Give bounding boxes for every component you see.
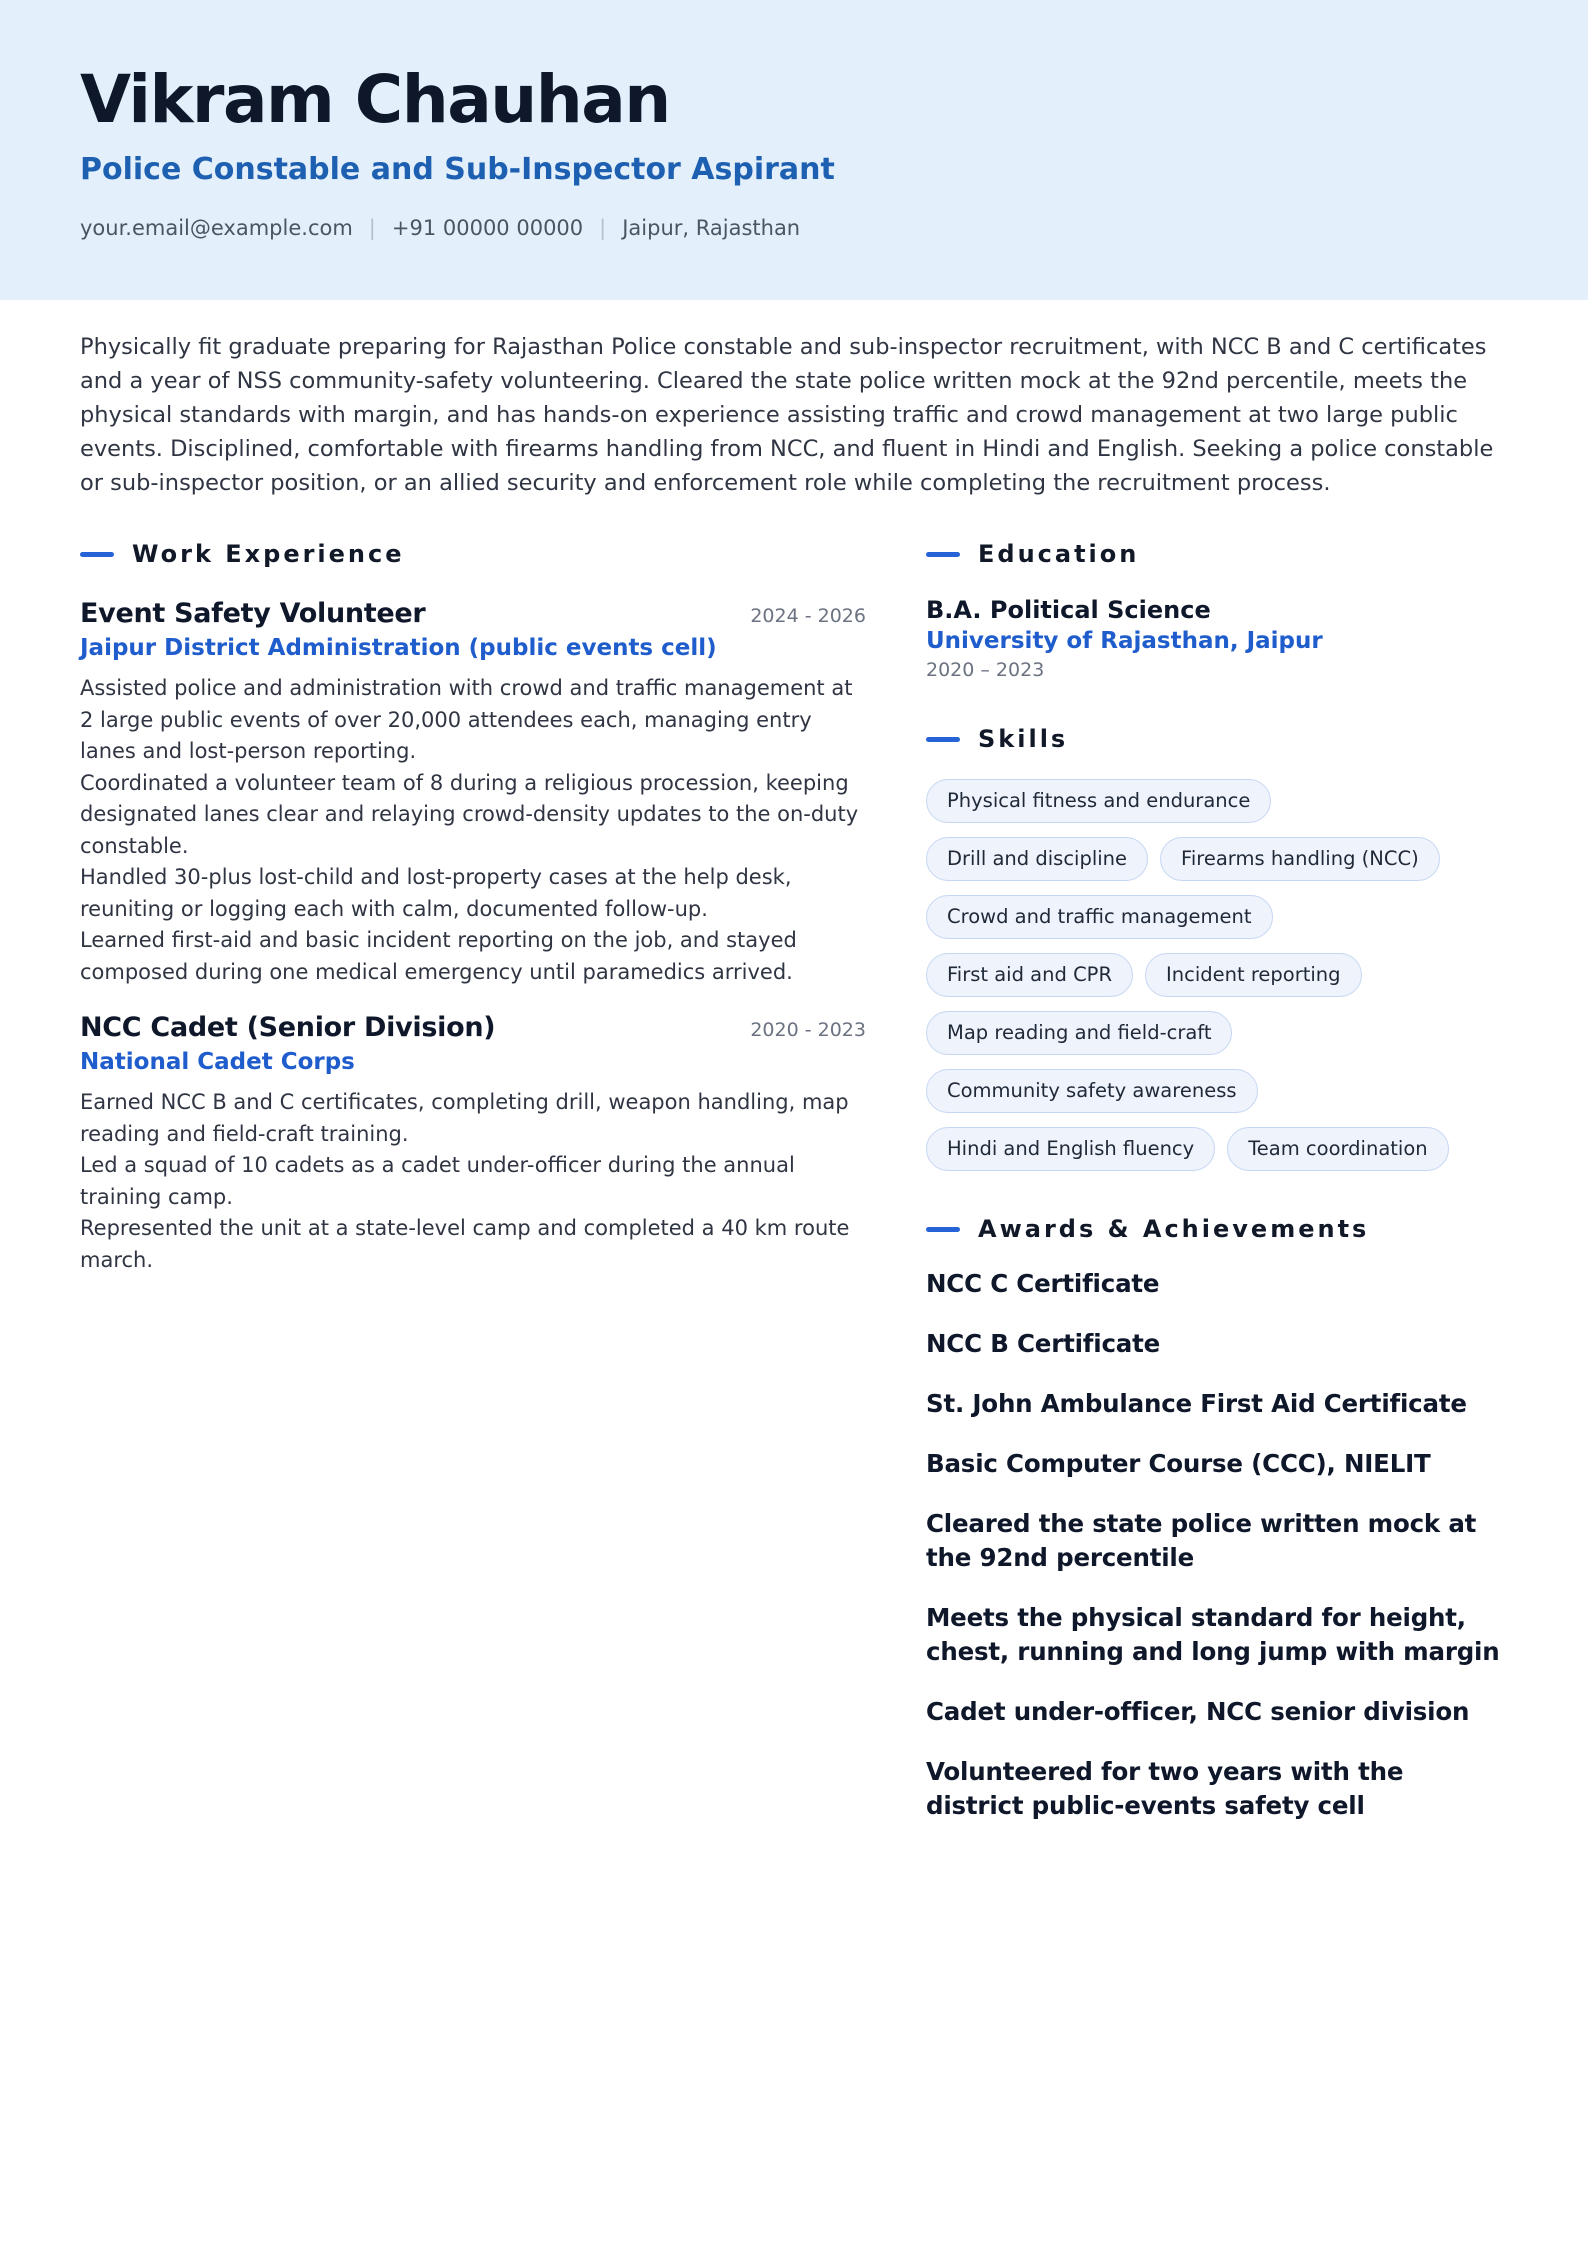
section-title: Education — [978, 540, 1140, 568]
resume-header — [0, 0, 1588, 300]
job-line: Handled 30-plus lost-child and lost-property cases at the help desk, reuniting or logging each with calm, documented follow-up. — [80, 865, 792, 921]
contact-email[interactable]: your.email@example.com — [80, 216, 353, 240]
contact-separator: | — [599, 216, 607, 240]
skills-section — [926, 721, 1508, 1171]
education-entry — [926, 596, 1508, 681]
award-item: Cleared the state police written mock at the 92nd percentile — [926, 1509, 1477, 1572]
left-column — [80, 536, 866, 1849]
award-item: Meets the physical standard for height, chest, running and long jump with margin — [926, 1603, 1500, 1666]
job-description — [80, 1087, 866, 1276]
job-line: Coordinated a volunteer team of 8 during a religious procession, keeping designated lanes clear and relaying crowd-density updates to the on-duty constable. — [80, 770, 859, 858]
job-line: Represented the unit at a state-level camp and completed a 40 km route march. — [80, 1216, 850, 1272]
job-entry — [80, 1012, 866, 1276]
section-accent-bar — [926, 552, 960, 557]
award-item: NCC B Certificate — [926, 1329, 1161, 1358]
skills-heading — [926, 721, 1508, 757]
awards-heading — [926, 1211, 1508, 1247]
job-dates: 2020 - 2023 — [750, 1019, 866, 1041]
section-accent-bar — [926, 737, 960, 742]
award-item: NCC C Certificate — [926, 1269, 1160, 1298]
skill-chip: First aid and CPR — [926, 953, 1133, 997]
skill-chip: Map reading and field-craft — [926, 1011, 1232, 1055]
contact-phone[interactable]: +91 00000 00000 — [391, 216, 584, 240]
contact-location: Jaipur, Rajasthan — [622, 216, 801, 240]
award-item: Volunteered for two years with the district public-events safety cell — [926, 1757, 1404, 1820]
job-line: Earned NCC B and C certificates, completing drill, weapon handling, map reading and field-craft training. — [80, 1090, 849, 1146]
skill-chip: Incident reporting — [1145, 953, 1362, 997]
skill-chip: Drill and discipline — [926, 837, 1148, 881]
award-item: St. John Ambulance First Aid Certificate — [926, 1389, 1467, 1418]
work-experience-heading — [80, 536, 866, 572]
skills-chip-list — [926, 779, 1486, 1171]
job-line: Learned first-aid and basic incident reporting on the job, and stayed composed during one medical emergency until paramedics arrived. — [80, 928, 797, 984]
job-title: Event Safety Volunteer — [80, 598, 426, 629]
contact-separator: | — [368, 216, 376, 240]
candidate-role: Police Constable and Sub-Inspector Aspirant — [80, 152, 835, 187]
section-accent-bar — [926, 1227, 960, 1232]
skill-chip: Community safety awareness — [926, 1069, 1258, 1113]
job-entry — [80, 598, 866, 988]
job-line: Led a squad of 10 cadets as a cadet under-officer during the annual training camp. — [80, 1153, 795, 1209]
skill-chip: Hindi and English fluency — [926, 1127, 1215, 1171]
job-organization: Jaipur District Administration (public events cell) — [80, 635, 717, 661]
candidate-name: Vikram Chauhan — [80, 61, 670, 138]
award-item: Cadet under-officer, NCC senior division — [926, 1697, 1470, 1726]
contact-line — [80, 216, 1508, 240]
education-heading — [926, 536, 1508, 572]
education-school: University of Rajasthan, Jaipur — [926, 628, 1323, 654]
skill-chip: Crowd and traffic management — [926, 895, 1273, 939]
education-degree: B.A. Political Science — [926, 596, 1211, 624]
right-column — [926, 536, 1508, 1849]
skill-chip: Team coordination — [1227, 1127, 1448, 1171]
job-dates: 2024 - 2026 — [750, 605, 866, 627]
skill-chip: Physical fitness and endurance — [926, 779, 1271, 823]
job-description — [80, 673, 866, 988]
section-title: Skills — [978, 725, 1069, 753]
profile-summary: Physically fit graduate preparing for Rajasthan Police constable and sub-inspector recruitment, with NCC B and C certificates and a year of NSS community-safety volunteering. Cleared the state police written mock at the 92nd percentile, meets the physical standards with margin, and has hands-on experience assisting traffic and crowd management at two large public events. Disciplined, comfortable with firearms handling from NCC, and fluent in Hindi and English. Seeking a police constable or sub-inspector position, or an allied security and enforcement role while completing the recruitment process. — [80, 334, 1494, 496]
award-item: Basic Computer Course (CCC), NIELIT — [926, 1449, 1431, 1478]
resume-body — [0, 500, 1588, 1849]
section-title: Work Experience — [132, 540, 405, 568]
section-accent-bar — [80, 552, 114, 557]
job-line: Assisted police and administration with crowd and traffic management at 2 large public events of over 20,000 attendees each, managing entry lanes and lost-person reporting. — [80, 676, 853, 763]
education-years: 2020 – 2023 — [926, 659, 1045, 681]
job-organization: National Cadet Corps — [80, 1049, 355, 1075]
awards-list — [926, 1267, 1508, 1823]
job-title: NCC Cadet (Senior Division) — [80, 1012, 496, 1043]
awards-section — [926, 1211, 1508, 1823]
section-title: Awards & Achievements — [978, 1215, 1370, 1243]
skill-chip: Firearms handling (NCC) — [1160, 837, 1440, 881]
